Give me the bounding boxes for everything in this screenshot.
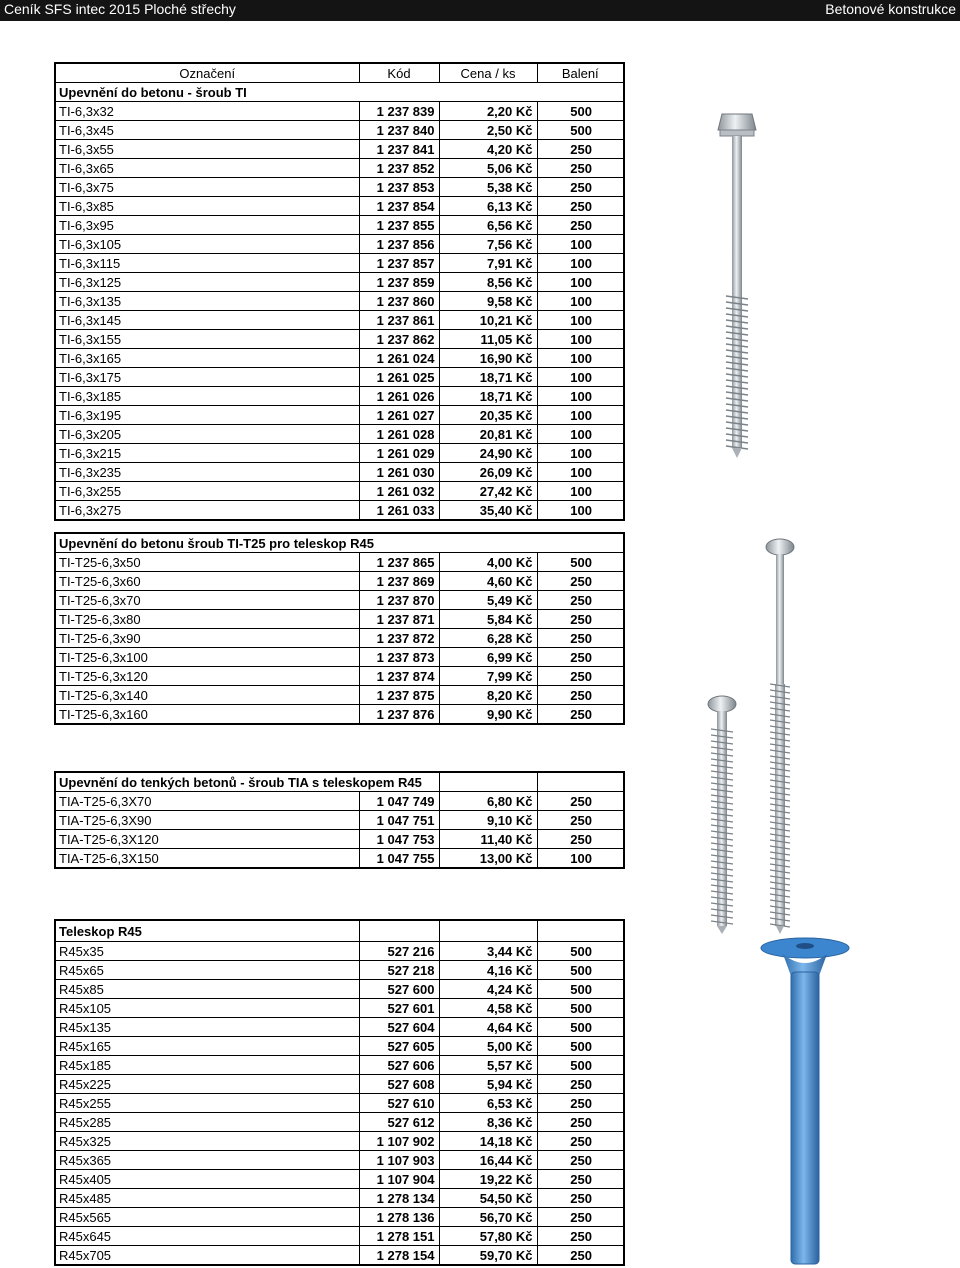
pack-size: 100 bbox=[537, 501, 624, 521]
empty-cell bbox=[537, 772, 624, 792]
unit-price: 6,53 Kč bbox=[439, 1094, 537, 1113]
table-row bbox=[55, 1094, 624, 1113]
product-name: TI-6,3x105 bbox=[55, 235, 359, 254]
pack-size: 250 bbox=[537, 686, 624, 705]
table-row bbox=[55, 961, 624, 980]
product-name: R45x255 bbox=[55, 1094, 359, 1113]
pack-size: 250 bbox=[537, 140, 624, 159]
pack-size: 250 bbox=[537, 811, 624, 830]
pack-size: 250 bbox=[537, 705, 624, 725]
unit-price: 6,99 Kč bbox=[439, 648, 537, 667]
product-code: 527 610 bbox=[359, 1094, 439, 1113]
unit-price: 4,24 Kč bbox=[439, 980, 537, 999]
table-row bbox=[55, 463, 624, 482]
pack-size: 250 bbox=[537, 648, 624, 667]
product-name: R45x285 bbox=[55, 1113, 359, 1132]
pack-size: 250 bbox=[537, 1227, 624, 1246]
section-title-row bbox=[55, 772, 624, 792]
pack-size: 250 bbox=[537, 178, 624, 197]
unit-price: 24,90 Kč bbox=[439, 444, 537, 463]
unit-price: 2,50 Kč bbox=[439, 121, 537, 140]
product-code: 1 261 024 bbox=[359, 349, 439, 368]
table-row bbox=[55, 648, 624, 667]
pack-size: 250 bbox=[537, 1246, 624, 1266]
product-code: 1 261 030 bbox=[359, 463, 439, 482]
product-name: TI-6,3x255 bbox=[55, 482, 359, 501]
table-row bbox=[55, 330, 624, 349]
product-name: TI-6,3x115 bbox=[55, 254, 359, 273]
unit-price: 9,90 Kč bbox=[439, 705, 537, 725]
unit-price: 11,05 Kč bbox=[439, 330, 537, 349]
table-row bbox=[55, 830, 624, 849]
product-name: TI-6,3x155 bbox=[55, 330, 359, 349]
product-name: R45x405 bbox=[55, 1170, 359, 1189]
product-code: 1 278 134 bbox=[359, 1189, 439, 1208]
unit-price: 7,91 Kč bbox=[439, 254, 537, 273]
product-name: R45x325 bbox=[55, 1132, 359, 1151]
pack-size: 250 bbox=[537, 1094, 624, 1113]
pack-size: 100 bbox=[537, 444, 624, 463]
product-code: 527 608 bbox=[359, 1075, 439, 1094]
table-row bbox=[55, 849, 624, 869]
table-row bbox=[55, 591, 624, 610]
table-row bbox=[55, 197, 624, 216]
pack-size: 250 bbox=[537, 830, 624, 849]
product-code: 1 237 876 bbox=[359, 705, 439, 725]
unit-price: 6,13 Kč bbox=[439, 197, 537, 216]
product-code: 1 261 033 bbox=[359, 501, 439, 521]
pack-size: 100 bbox=[537, 849, 624, 869]
unit-price: 4,64 Kč bbox=[439, 1018, 537, 1037]
product-code: 1 237 853 bbox=[359, 178, 439, 197]
product-name: TI-6,3x215 bbox=[55, 444, 359, 463]
unit-price: 8,20 Kč bbox=[439, 686, 537, 705]
product-code: 527 605 bbox=[359, 1037, 439, 1056]
column-header-name: Označení bbox=[55, 63, 359, 83]
price-table bbox=[54, 919, 625, 1266]
pack-size: 250 bbox=[537, 216, 624, 235]
product-name: TI-6,3x55 bbox=[55, 140, 359, 159]
table-row bbox=[55, 629, 624, 648]
unit-price: 16,44 Kč bbox=[439, 1151, 537, 1170]
product-code: 1 237 840 bbox=[359, 121, 439, 140]
column-header-pack: Balení bbox=[537, 63, 624, 83]
product-name: TI-T25-6,3x50 bbox=[55, 553, 359, 572]
product-name: R45x85 bbox=[55, 980, 359, 999]
product-code: 1 237 873 bbox=[359, 648, 439, 667]
pack-size: 100 bbox=[537, 311, 624, 330]
product-name: TI-6,3x95 bbox=[55, 216, 359, 235]
product-code: 1 261 026 bbox=[359, 387, 439, 406]
product-code: 1 047 749 bbox=[359, 792, 439, 811]
product-name: TI-6,3x175 bbox=[55, 368, 359, 387]
product-code: 1 261 028 bbox=[359, 425, 439, 444]
pack-size: 250 bbox=[537, 1075, 624, 1094]
product-name: TIA-T25-6,3X70 bbox=[55, 792, 359, 811]
product-code: 527 601 bbox=[359, 999, 439, 1018]
product-code: 1 237 872 bbox=[359, 629, 439, 648]
section-title-row bbox=[55, 83, 624, 102]
table-row bbox=[55, 999, 624, 1018]
product-name: TIA-T25-6,3X150 bbox=[55, 849, 359, 869]
empty-cell bbox=[537, 920, 624, 942]
unit-price: 10,21 Kč bbox=[439, 311, 537, 330]
section-title: Teleskop R45 bbox=[55, 920, 359, 942]
pack-size: 100 bbox=[537, 406, 624, 425]
pack-size: 100 bbox=[537, 254, 624, 273]
product-name: R45x705 bbox=[55, 1246, 359, 1266]
product-name: TI-6,3x135 bbox=[55, 292, 359, 311]
product-code: 1 237 856 bbox=[359, 235, 439, 254]
product-name: TI-T25-6,3x90 bbox=[55, 629, 359, 648]
ti-t25-screw-image bbox=[758, 534, 802, 934]
unit-price: 9,10 Kč bbox=[439, 811, 537, 830]
product-name: R45x185 bbox=[55, 1056, 359, 1075]
pack-size: 250 bbox=[537, 629, 624, 648]
table-row bbox=[55, 705, 624, 725]
unit-price: 57,80 Kč bbox=[439, 1227, 537, 1246]
product-code: 1 237 855 bbox=[359, 216, 439, 235]
pack-size: 500 bbox=[537, 942, 624, 961]
pack-size: 250 bbox=[537, 197, 624, 216]
table-row bbox=[55, 1132, 624, 1151]
pack-size: 500 bbox=[537, 999, 624, 1018]
product-code: 1 047 753 bbox=[359, 830, 439, 849]
section-title: Upevnění do betonu - šroub TI bbox=[55, 83, 624, 102]
product-name: R45x135 bbox=[55, 1018, 359, 1037]
unit-price: 5,49 Kč bbox=[439, 591, 537, 610]
pack-size: 250 bbox=[537, 1170, 624, 1189]
product-code: 1 237 857 bbox=[359, 254, 439, 273]
product-name: R45x645 bbox=[55, 1227, 359, 1246]
product-code: 1 237 852 bbox=[359, 159, 439, 178]
unit-price: 6,28 Kč bbox=[439, 629, 537, 648]
pack-size: 500 bbox=[537, 1056, 624, 1075]
product-code: 1 107 904 bbox=[359, 1170, 439, 1189]
table-row bbox=[55, 273, 624, 292]
unit-price: 35,40 Kč bbox=[439, 501, 537, 521]
product-code: 1 237 860 bbox=[359, 292, 439, 311]
product-name: R45x565 bbox=[55, 1208, 359, 1227]
product-code: 1 237 861 bbox=[359, 311, 439, 330]
product-name: TI-6,3x165 bbox=[55, 349, 359, 368]
product-name: TI-6,3x32 bbox=[55, 102, 359, 121]
pack-size: 250 bbox=[537, 1151, 624, 1170]
product-name: R45x35 bbox=[55, 942, 359, 961]
pack-size: 500 bbox=[537, 980, 624, 999]
product-code: 1 278 136 bbox=[359, 1208, 439, 1227]
product-name: TI-6,3x65 bbox=[55, 159, 359, 178]
table-row bbox=[55, 501, 624, 521]
product-code: 527 218 bbox=[359, 961, 439, 980]
table-row bbox=[55, 1113, 624, 1132]
pack-size: 250 bbox=[537, 572, 624, 591]
table-row bbox=[55, 140, 624, 159]
empty-cell bbox=[359, 920, 439, 942]
product-code: 527 600 bbox=[359, 980, 439, 999]
product-code: 1 237 841 bbox=[359, 140, 439, 159]
section-title: Upevnění do tenkých betonů - šroub TIA s teleskopem R45 bbox=[55, 772, 439, 792]
section-title: Upevnění do betonu šroub TI-T25 pro teleskop R45 bbox=[55, 533, 624, 553]
pack-size: 100 bbox=[537, 463, 624, 482]
pack-size: 100 bbox=[537, 349, 624, 368]
unit-price: 19,22 Kč bbox=[439, 1170, 537, 1189]
unit-price: 16,90 Kč bbox=[439, 349, 537, 368]
product-code: 1 278 151 bbox=[359, 1227, 439, 1246]
product-name: R45x165 bbox=[55, 1037, 359, 1056]
pack-size: 250 bbox=[537, 1189, 624, 1208]
product-code: 1 237 874 bbox=[359, 667, 439, 686]
pack-size: 500 bbox=[537, 961, 624, 980]
pack-size: 250 bbox=[537, 159, 624, 178]
column-header-row bbox=[55, 63, 624, 83]
table-row bbox=[55, 368, 624, 387]
unit-price: 4,16 Kč bbox=[439, 961, 537, 980]
unit-price: 3,44 Kč bbox=[439, 942, 537, 961]
product-name: R45x65 bbox=[55, 961, 359, 980]
unit-price: 56,70 Kč bbox=[439, 1208, 537, 1227]
price-table bbox=[54, 62, 625, 521]
product-name: TIA-T25-6,3X120 bbox=[55, 830, 359, 849]
pack-size: 500 bbox=[537, 553, 624, 572]
pack-size: 500 bbox=[537, 121, 624, 140]
section-category: Betonové konstrukce bbox=[825, 1, 956, 17]
table-row bbox=[55, 482, 624, 501]
product-code: 1 237 862 bbox=[359, 330, 439, 349]
unit-price: 18,71 Kč bbox=[439, 387, 537, 406]
unit-price: 20,81 Kč bbox=[439, 425, 537, 444]
product-name: TI-T25-6,3x60 bbox=[55, 572, 359, 591]
product-code: 1 237 839 bbox=[359, 102, 439, 121]
product-name: R45x485 bbox=[55, 1189, 359, 1208]
unit-price: 7,56 Kč bbox=[439, 235, 537, 254]
pack-size: 100 bbox=[537, 368, 624, 387]
pack-size: 100 bbox=[537, 292, 624, 311]
product-name: TI-6,3x185 bbox=[55, 387, 359, 406]
document-title: Ceník SFS intec 2015 Ploché střechy bbox=[4, 1, 236, 17]
ti-screw-image bbox=[708, 108, 768, 458]
unit-price: 18,71 Kč bbox=[439, 368, 537, 387]
unit-price: 5,00 Kč bbox=[439, 1037, 537, 1056]
table-row bbox=[55, 792, 624, 811]
table-row bbox=[55, 1056, 624, 1075]
product-name: TI-6,3x75 bbox=[55, 178, 359, 197]
pack-size: 500 bbox=[537, 1018, 624, 1037]
unit-price: 5,38 Kč bbox=[439, 178, 537, 197]
table-row bbox=[55, 235, 624, 254]
product-name: R45x225 bbox=[55, 1075, 359, 1094]
product-name: R45x105 bbox=[55, 999, 359, 1018]
product-name: TI-T25-6,3x140 bbox=[55, 686, 359, 705]
product-code: 1 237 859 bbox=[359, 273, 439, 292]
product-name: TI-6,3x195 bbox=[55, 406, 359, 425]
table-row bbox=[55, 1208, 624, 1227]
price-table bbox=[54, 771, 625, 869]
unit-price: 27,42 Kč bbox=[439, 482, 537, 501]
table-row bbox=[55, 980, 624, 999]
pack-size: 100 bbox=[537, 235, 624, 254]
table-row bbox=[55, 1170, 624, 1189]
empty-cell bbox=[439, 772, 537, 792]
unit-price: 5,06 Kč bbox=[439, 159, 537, 178]
product-name: TI-T25-6,3x80 bbox=[55, 610, 359, 629]
product-name: R45x365 bbox=[55, 1151, 359, 1170]
product-code: 527 612 bbox=[359, 1113, 439, 1132]
product-name: TIA-T25-6,3X90 bbox=[55, 811, 359, 830]
unit-price: 5,84 Kč bbox=[439, 610, 537, 629]
product-name: TI-6,3x125 bbox=[55, 273, 359, 292]
table-row bbox=[55, 1246, 624, 1266]
product-name: TI-6,3x85 bbox=[55, 197, 359, 216]
pack-size: 100 bbox=[537, 273, 624, 292]
product-code: 1 237 870 bbox=[359, 591, 439, 610]
pack-size: 250 bbox=[537, 1208, 624, 1227]
product-name: TI-6,3x205 bbox=[55, 425, 359, 444]
product-code: 1 107 902 bbox=[359, 1132, 439, 1151]
product-code: 1 237 869 bbox=[359, 572, 439, 591]
page-header bbox=[0, 0, 960, 21]
table-row bbox=[55, 1037, 624, 1056]
pack-size: 100 bbox=[537, 387, 624, 406]
table-row bbox=[55, 444, 624, 463]
unit-price: 20,35 Kč bbox=[439, 406, 537, 425]
product-code: 1 047 755 bbox=[359, 849, 439, 869]
product-name: TI-T25-6,3x120 bbox=[55, 667, 359, 686]
unit-price: 8,56 Kč bbox=[439, 273, 537, 292]
table-row bbox=[55, 216, 624, 235]
unit-price: 7,99 Kč bbox=[439, 667, 537, 686]
table-row bbox=[55, 1018, 624, 1037]
product-name: TI-6,3x45 bbox=[55, 121, 359, 140]
column-header-code: Kód bbox=[359, 63, 439, 83]
pack-size: 100 bbox=[537, 425, 624, 444]
unit-price: 6,56 Kč bbox=[439, 216, 537, 235]
pack-size: 100 bbox=[537, 330, 624, 349]
table-row bbox=[55, 102, 624, 121]
table-row bbox=[55, 178, 624, 197]
table-row bbox=[55, 1075, 624, 1094]
unit-price: 13,00 Kč bbox=[439, 849, 537, 869]
unit-price: 11,40 Kč bbox=[439, 830, 537, 849]
product-name: TI-6,3x275 bbox=[55, 501, 359, 521]
table-row bbox=[55, 1189, 624, 1208]
table-row bbox=[55, 311, 624, 330]
table-row bbox=[55, 292, 624, 311]
product-code: 527 216 bbox=[359, 942, 439, 961]
product-code: 1 261 029 bbox=[359, 444, 439, 463]
product-code: 1 278 154 bbox=[359, 1246, 439, 1266]
unit-price: 54,50 Kč bbox=[439, 1189, 537, 1208]
unit-price: 4,58 Kč bbox=[439, 999, 537, 1018]
product-code: 1 237 871 bbox=[359, 610, 439, 629]
unit-price: 8,36 Kč bbox=[439, 1113, 537, 1132]
pack-size: 500 bbox=[537, 1037, 624, 1056]
price-table bbox=[54, 532, 625, 725]
product-name: TI-T25-6,3x160 bbox=[55, 705, 359, 725]
section-title-row bbox=[55, 533, 624, 553]
section-title-row bbox=[55, 920, 624, 942]
product-code: 1 237 854 bbox=[359, 197, 439, 216]
product-code: 1 107 903 bbox=[359, 1151, 439, 1170]
table-row bbox=[55, 425, 624, 444]
pack-size: 500 bbox=[537, 102, 624, 121]
product-name: TI-T25-6,3x70 bbox=[55, 591, 359, 610]
unit-price: 6,80 Kč bbox=[439, 792, 537, 811]
product-code: 1 047 751 bbox=[359, 811, 439, 830]
pack-size: 250 bbox=[537, 610, 624, 629]
pack-size: 250 bbox=[537, 1132, 624, 1151]
pack-size: 100 bbox=[537, 482, 624, 501]
product-code: 1 261 027 bbox=[359, 406, 439, 425]
table-row bbox=[55, 811, 624, 830]
product-code: 1 237 865 bbox=[359, 553, 439, 572]
unit-price: 59,70 Kč bbox=[439, 1246, 537, 1266]
column-header-price: Cena / ks bbox=[439, 63, 537, 83]
table-row bbox=[55, 1227, 624, 1246]
product-name: TI-T25-6,3x100 bbox=[55, 648, 359, 667]
pack-size: 250 bbox=[537, 792, 624, 811]
table-row bbox=[55, 254, 624, 273]
unit-price: 26,09 Kč bbox=[439, 463, 537, 482]
pack-size: 250 bbox=[537, 591, 624, 610]
pack-size: 250 bbox=[537, 667, 624, 686]
unit-price: 4,00 Kč bbox=[439, 553, 537, 572]
table-row bbox=[55, 406, 624, 425]
table-row bbox=[55, 572, 624, 591]
table-row bbox=[55, 1151, 624, 1170]
product-name: TI-6,3x145 bbox=[55, 311, 359, 330]
unit-price: 9,58 Kč bbox=[439, 292, 537, 311]
pack-size: 250 bbox=[537, 1113, 624, 1132]
table-row bbox=[55, 387, 624, 406]
product-code: 1 261 032 bbox=[359, 482, 439, 501]
table-row bbox=[55, 686, 624, 705]
unit-price: 5,57 Kč bbox=[439, 1056, 537, 1075]
table-row bbox=[55, 121, 624, 140]
product-code: 527 604 bbox=[359, 1018, 439, 1037]
product-code: 1 237 875 bbox=[359, 686, 439, 705]
unit-price: 5,94 Kč bbox=[439, 1075, 537, 1094]
telescope-r45-image bbox=[757, 936, 853, 1266]
unit-price: 4,20 Kč bbox=[439, 140, 537, 159]
tia-screw-image bbox=[700, 694, 744, 934]
product-name: TI-6,3x235 bbox=[55, 463, 359, 482]
table-row bbox=[55, 159, 624, 178]
product-code: 527 606 bbox=[359, 1056, 439, 1075]
product-code: 1 261 025 bbox=[359, 368, 439, 387]
table-row bbox=[55, 349, 624, 368]
empty-cell bbox=[439, 920, 537, 942]
table-row bbox=[55, 667, 624, 686]
unit-price: 2,20 Kč bbox=[439, 102, 537, 121]
table-row bbox=[55, 610, 624, 629]
table-row bbox=[55, 553, 624, 572]
unit-price: 4,60 Kč bbox=[439, 572, 537, 591]
unit-price: 14,18 Kč bbox=[439, 1132, 537, 1151]
table-row bbox=[55, 942, 624, 961]
